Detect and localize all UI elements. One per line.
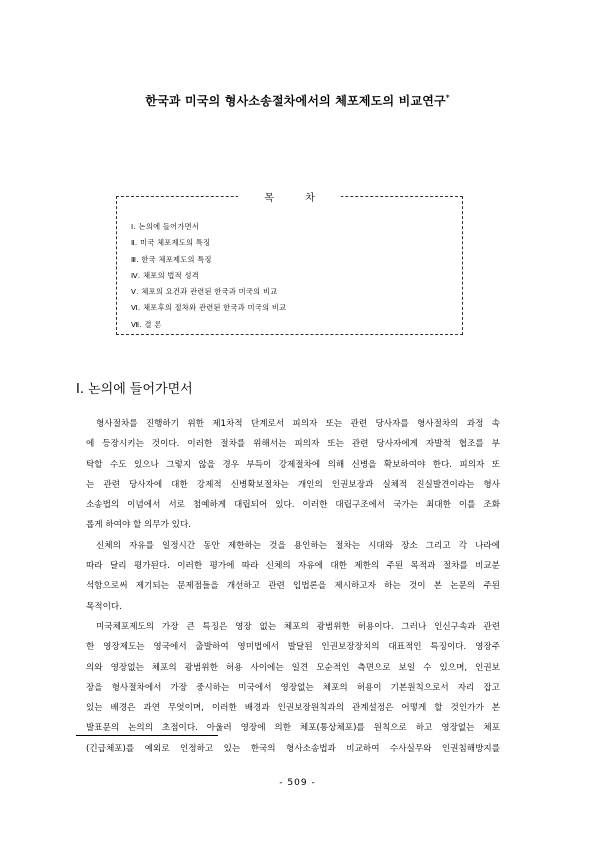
toc-list [131, 219, 286, 333]
footnote-divider [76, 735, 218, 736]
text-line: 에 등장시키는 것이다. 이러한 절차를 위해서는 피의자 또는 관련 당사자에게 자발적 협조를 부 [86, 439, 500, 450]
text-line: 석함으로써 제기되는 문제점들을 개선하고 관련 입법론을 제시하고자 하는 것이 본 논문의 주된 [86, 581, 500, 592]
text-line: 형사절차를 진행하기 위한 제1차적 단계로서 피의자 또는 관련 당사자를 형사절차의 과정 속 [96, 419, 500, 429]
text-line: 발표문의 논의의 초점이다. 아울러 영장에 의한 체포(통상체포)를 원칙으로 하고 영장없는 체포 [86, 723, 500, 734]
text-line: 롭게 하여야 할 의무가 있다. [86, 520, 191, 531]
toc-item: Ⅳ. 체포의 법적 성격 [131, 270, 199, 280]
toc-item: Ⅰ. 논의에 들어가면서 [131, 222, 200, 231]
toc-item: Ⅴ. 체포의 요건과 관련된 한국과 미국의 비교 [131, 287, 278, 297]
paper-title-text: 한국과 미국의 형사소송절차에서의 체포제도의 비교연구 [145, 94, 446, 108]
paper-title [0, 92, 595, 109]
text-line: 탁할 수도 있으나 그렇지 않을 경우 부득이 강제절차에 의해 신병을 확보하여야 한다. 피의자 또 [86, 459, 500, 470]
toc-item: Ⅵ. 체포후의 절차와 관련된 한국과 미국의 비교 [131, 303, 287, 313]
paragraph-3 [76, 617, 500, 759]
text-line: 있는 배경은 과연 무엇이며, 이러한 배경과 인권보장원칙과의 관계설정은 어떻게 할 것인가가 본 [86, 703, 500, 714]
body-text [76, 414, 500, 759]
toc-item: Ⅱ. 미국 체포제도의 특징 [131, 238, 211, 248]
text-line: 장을 형사절차에서 가장 중시하는 미국에서 영장없는 체포의 허용이 기본원칙으로서 자리 잡고 [86, 682, 500, 693]
text-line: 의와 영장없는 체포의 광범위한 허용 사이에는 일견 모순적인 측면으로 보일 수 있으며, 인권보 [86, 662, 500, 673]
text-line: 한 영장제도는 영국에서 출발하여 영미법에서 발달된 인권보장장치의 대표적인 특징이다. 영장주 [86, 642, 500, 653]
text-line: 는 관련 당사자에 대한 강제적 신병확보절차는 개인의 인권보장과 실체적 진실발견이라는 형사 [86, 479, 500, 490]
text-line: 따라 달리 평가된다. 이러한 평가에 따라 신체의 자유에 대한 제한의 주된 목적과 절차를 비교분 [86, 561, 500, 572]
toc-item: Ⅶ. 결 론 [131, 319, 162, 329]
text-line: (긴급체포)를 예외로 인정하고 있는 한국의 형사소송법과 비교하여 수사실무와 인권침해방지를 [86, 743, 500, 754]
title-footnote-mark: * [445, 93, 450, 102]
text-line: 신체의 자유를 일정시간 동안 제한하는 것을 용인하는 절차는 시대와 장소 그리고 각 나라에 [96, 540, 500, 551]
paragraph-2 [76, 536, 500, 617]
toc-heading: 목 차 [117, 189, 462, 204]
text-line: 소송법의 이념에서 서로 첨예하게 대립되어 있다. 이러한 대립구조에서 국가는 최대한 이를 조화 [86, 500, 500, 511]
text-line: 미국체포제도의 가장 큰 특징은 영장 없는 체포의 광범위한 허용이다. 그러나 인신구속과 관련 [96, 621, 500, 632]
section-heading: Ⅰ. 논의에 들어가면서 [76, 382, 193, 397]
text-line: 목적이다. [86, 601, 122, 612]
table-of-contents [116, 193, 463, 335]
toc-item: Ⅲ. 한국 체포제도의 특징 [131, 254, 212, 264]
page-number: - 509 - [279, 778, 316, 788]
paragraph-1 [76, 414, 500, 536]
